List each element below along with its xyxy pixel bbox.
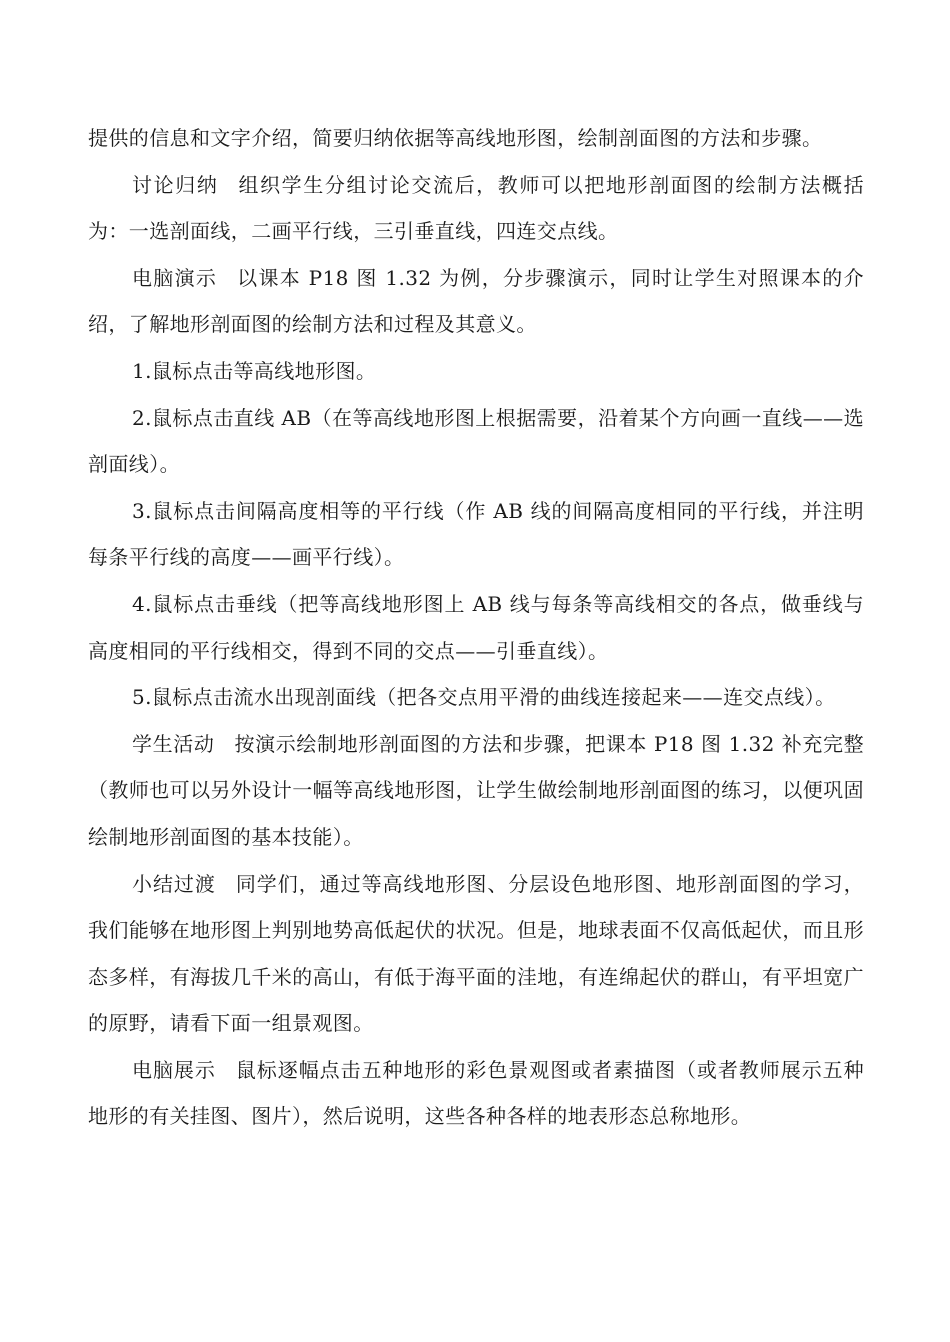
- paragraph-discussion-summary: [88, 162, 864, 255]
- paragraph-text: 3.鼠标点击间隔高度相等的平行线（作 AB 线的间隔高度相同的平行线，并注明每条平行线的高度——画平行线）。: [88, 498, 864, 570]
- paragraph-text: 1.鼠标点击等高线地形图。: [132, 358, 377, 383]
- paragraph-summary-transition: [88, 861, 864, 1047]
- paragraph-text: 组织学生分组讨论交流后，教师可以把地形剖面图的绘制方法概括为：一选剖面线，二画平行线，三引垂直线，四连交点线。: [88, 172, 864, 244]
- paragraph-heading: 学生活动: [132, 731, 215, 756]
- paragraph-text: 以课本 P18 图 1.32 为例，分步骤演示，同时让学生对照课本的介绍，了解地形剖面图的绘制方法和过程及其意义。: [88, 265, 864, 337]
- paragraph-text: 鼠标逐幅点击五种地形的彩色景观图或者素描图（或者教师展示五种地形的有关挂图、图片），然后说明，这些各种各样的地表形态总称地形。: [88, 1057, 865, 1129]
- paragraph-student-activity: [88, 721, 864, 861]
- step-1: [88, 348, 864, 395]
- paragraph-text: 4.鼠标点击垂线（把等高线地形图上 AB 线与每条等高线相交的各点，做垂线与高度相同的平行线相交，得到不同的交点——引垂直线）。: [88, 591, 864, 663]
- paragraph-heading: 讨论归纳: [132, 172, 219, 197]
- paragraph-text: 2.鼠标点击直线 AB（在等高线地形图上根据需要，沿着某个方向画一直线——选剖面线）。: [88, 405, 864, 477]
- paragraph-computer-display: [88, 1047, 864, 1140]
- paragraph-computer-demo: [88, 255, 864, 348]
- paragraph-heading: 小结过渡: [132, 871, 216, 896]
- step-5: [88, 674, 864, 721]
- step-3: [88, 488, 864, 581]
- paragraph-text: 同学们，通过等高线地形图、分层设色地形图、地形剖面图的学习，我们能够在地形图上判别地势高低起伏的状况。但是，地球表面不仅高低起伏，而且形态多样，有海拔几千米的高山，有低于海平面的洼地，有连绵起伏的群山，有平坦宽广的原野，请看下面一组景观图。: [88, 871, 865, 1036]
- paragraph-text: 提供的信息和文字介绍，简要归纳依据等高线地形图，绘制剖面图的方法和步骤。: [88, 126, 823, 150]
- document-body: [88, 115, 864, 1140]
- step-2: [88, 395, 864, 488]
- paragraph-heading: 电脑展示: [132, 1057, 216, 1082]
- paragraph-intro-continuation: [88, 115, 864, 162]
- paragraph-heading: 电脑演示: [132, 265, 218, 290]
- paragraph-text: 按演示绘制地形剖面图的方法和步骤，把课本 P18 图 1.32 补充完整（教师也可以另外设计一幅等高线地形图，让学生做绘制地形剖面图的练习，以便巩固绘制地形剖面图的基本技能）。: [88, 731, 864, 849]
- paragraph-text: 5.鼠标点击流水出现剖面线（把各交点用平滑的曲线连接起来——连交点线）。: [132, 685, 836, 710]
- step-4: [88, 581, 864, 674]
